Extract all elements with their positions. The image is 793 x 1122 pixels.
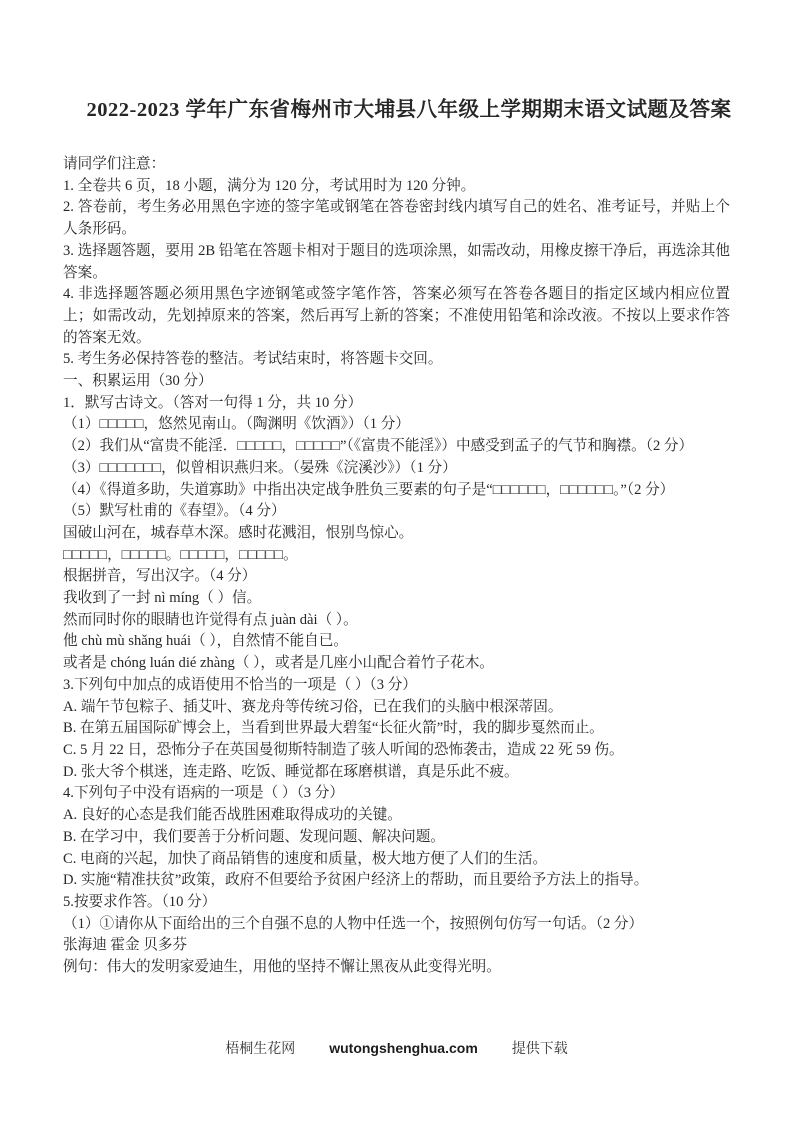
paragraph: B. 在第五届国际矿博会上，当看到世界最大碧玺“长征火箭”时，我的脚步戛然而止。 xyxy=(63,720,604,737)
paragraph: 3.下列句中加点的成语使用不恰当的一项是（ ）（3 分） xyxy=(63,676,417,693)
paragraph: 张海迪 霍金 贝多芬 xyxy=(63,937,188,954)
paragraph: A. 端午节包粽子、插艾叶、赛龙舟等传统习俗，已在我们的头脑中根深蒂固。 xyxy=(63,698,563,715)
paragraph: 根据拼音，写出汉字。（4 分） xyxy=(63,568,257,585)
paragraph: C. 5 月 22 日，恐怖分子在英国曼彻斯特制造了骇人听闻的恐怖袭击，造成 22 死 59 伤。 xyxy=(63,741,624,758)
paragraph: 2. 答卷前，考生务必用黑色字迹的签字笔或钢笔在答卷密封线内填写自己的姓名、准考证号，并贴上个人条形码。 xyxy=(63,199,730,238)
paragraph: 例句：伟大的发明家爱迪生，用他的坚持不懈让黑夜从此变得光明。 xyxy=(63,959,501,976)
paragraph: （5）默写杜甫的《春望》。（4 分） xyxy=(63,503,286,520)
paragraph: 我收到了一封 nì míng（ ）信。 xyxy=(63,590,262,607)
document-body xyxy=(63,154,730,979)
paragraph: 5.按要求作答。（10 分） xyxy=(63,893,217,910)
paragraph: 请同学们注意： xyxy=(63,156,166,172)
footer-download-label: 提供下载 xyxy=(511,1042,568,1057)
paragraph: C. 电商的兴起，加快了商品销售的速度和质量，极大地方便了人们的生活。 xyxy=(63,850,548,867)
paragraph: （3）□□□□□□□，似曾相识燕归来。（晏殊《浣溪沙》）（1 分） xyxy=(63,459,457,476)
paragraph: 他 chù mù shǎng huái（ ），自然情不能自已。 xyxy=(63,633,348,650)
paragraph: （1）①请你从下面给出的三个自强不息的人物中任选一个，按照例句仿写一句话。（2 分） xyxy=(63,915,644,932)
footer-site-name: 梧桐生花网 xyxy=(225,1042,296,1057)
paragraph: （4）《得道多助，失道寡助》中指出决定战争胜负三要素的句子是“□□□□□□，□□□□□□。”（2 分） xyxy=(63,481,675,498)
paragraph: 1．默写古诗文。（答对一句得 1 分，共 10 分） xyxy=(63,394,363,411)
paragraph: 5. 考生务必保持答卷的整洁。考试结束时，将答题卡交回。 xyxy=(63,351,443,368)
paragraph: 4. 非选择题答题必须用黑色字迹钢笔或签字笔作答，答案必须写在答卷各题目的指定区域内相应位置上；如需改动，先划掉原来的答案，然后再写上新的答案；不准使用铅笔和涂改液。不按以上要求作答的答案无效。 xyxy=(63,286,730,346)
paragraph: 国破山河在，城春草木深。感时花溅泪，恨别鸟惊心。 xyxy=(63,524,414,541)
paragraph: B. 在学习中，我们要善于分析问题、发现问题、解决问题。 xyxy=(63,828,445,845)
paragraph: 1. 全卷共 6 页，18 小题，满分为 120 分，考试用时为 120 分钟。 xyxy=(63,177,476,194)
page-title: 2022-2023 学年广东省梅州市大埔县八年级上学期期末语文试题及答案 xyxy=(86,99,732,121)
paragraph: 然而同时你的眼睛也许觉得有点 juàn dài（ ）。 xyxy=(63,611,358,628)
paragraph: 一、积累运用（30 分） xyxy=(63,373,213,390)
paragraph: 或者是 chóng luán dié zhàng（ ），或者是几座小山配合着竹子花木。 xyxy=(63,655,494,672)
paragraph: 3. 选择题答题，要用 2B 铅笔在答题卡相对于题目的选项涂黑，如需改动，用橡皮擦干净后，再选涂其他答案。 xyxy=(63,242,730,281)
paragraph: 4.下列句子中没有语病的一项是（ ）（3 分） xyxy=(63,785,344,802)
paragraph: A. 良好的心态是我们能否战胜困难取得成功的关键。 xyxy=(63,807,402,824)
paragraph: D. 实施“精准扶贫”政策，政府不但要给予贫困户经济上的帮助，而且要给予方法上的指导。 xyxy=(63,872,649,889)
paragraph: （1）□□□□□，悠然见南山。（陶渊明《饮酒》）（1 分） xyxy=(63,416,410,433)
footer-site-url: wutongshenghua.com xyxy=(329,1040,478,1056)
paragraph: □□□□□，□□□□□。□□□□□，□□□□□。 xyxy=(63,546,298,563)
paragraph: （2）我们从“富贵不能淫．□□□□□，□□□□□”（《富贵不能淫》）中感受到孟子的气节和胸襟。（2 分） xyxy=(63,438,694,455)
paragraph: D. 张大爷个棋迷，连走路、吃饭、睡觉都在琢磨棋谱，真是乐此不疲。 xyxy=(63,763,519,780)
page-footer xyxy=(0,1038,793,1058)
